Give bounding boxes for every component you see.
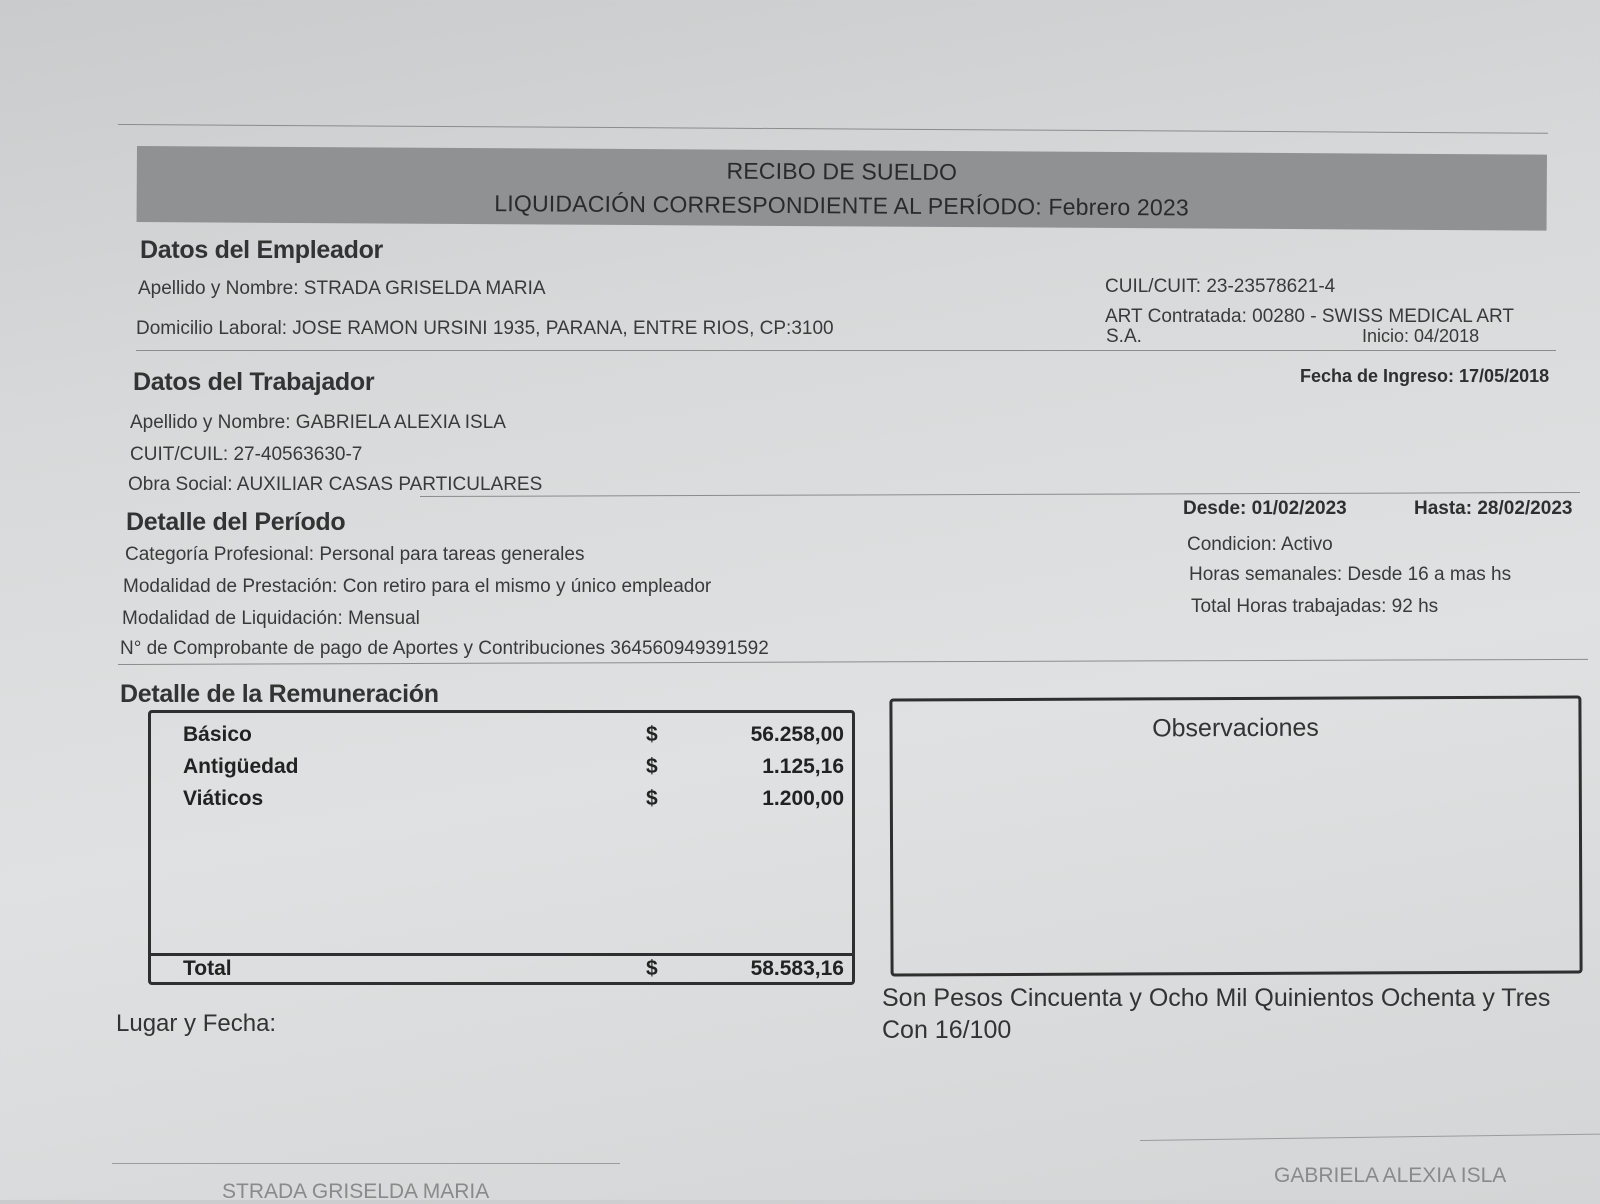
period-section-title: Detalle del Período bbox=[126, 508, 346, 536]
worker-cuit: CUIT/CUIL: 27-40563630-7 bbox=[130, 444, 363, 465]
observations-title: Observaciones bbox=[1152, 713, 1319, 743]
remuneration-item-label: Básico bbox=[183, 723, 252, 746]
receipt-title: RECIBO DE SUELDO bbox=[726, 157, 958, 186]
remuneration-table bbox=[148, 710, 855, 985]
remuneration-total-row bbox=[151, 957, 852, 989]
employer-rule bbox=[136, 350, 1556, 351]
total-amount: 58.583,16 bbox=[750, 957, 844, 980]
remuneration-row bbox=[151, 787, 852, 819]
remuneration-item-amount: 56.258,00 bbox=[750, 723, 844, 746]
employer-section-title: Datos del Empleador bbox=[140, 236, 383, 264]
remuneration-row bbox=[151, 723, 852, 755]
period-title: LIQUIDACIÓN CORRESPONDIENTE AL PERÍODO: Febrero 2023 bbox=[494, 190, 1190, 221]
period-horas-semanales: Horas semanales: Desde 16 a mas hs bbox=[1189, 564, 1512, 585]
period-total-horas: Total Horas trabajadas: 92 hs bbox=[1191, 596, 1439, 617]
employer-address: Domicilio Laboral: JOSE RAMON URSINI 1935, PARANA, ENTRE RIOS, CP:3100 bbox=[136, 318, 834, 339]
currency-symbol: $ bbox=[646, 957, 658, 980]
period-comprobante: N° de Comprobante de pago de Aportes y Contribuciones 364560949391592 bbox=[120, 638, 769, 659]
top-rule bbox=[118, 124, 1548, 134]
worker-obra-social: Obra Social: AUXILIAR CASAS PARTICULARES bbox=[128, 474, 543, 495]
remuneration-item-label: Viáticos bbox=[183, 787, 264, 810]
currency-symbol: $ bbox=[646, 755, 658, 778]
amount-in-words-line1: Son Pesos Cincuenta y Ocho Mil Quinientos Ochenta y Tres bbox=[882, 984, 1551, 1012]
employer-name: Apellido y Nombre: STRADA GRISELDA MARIA bbox=[138, 278, 546, 299]
remuneration-item-amount: 1.200,00 bbox=[762, 787, 844, 810]
employer-art-line2: S.A. bbox=[1106, 326, 1142, 347]
period-condicion: Condicion: Activo bbox=[1187, 534, 1333, 555]
employer-art-start: Inicio: 04/2018 bbox=[1362, 326, 1480, 346]
worker-signature-line bbox=[1140, 1134, 1600, 1141]
observations-box bbox=[889, 695, 1582, 976]
employer-signature-line bbox=[112, 1163, 620, 1164]
worker-name: Apellido y Nombre: GABRIELA ALEXIA ISLA bbox=[130, 412, 506, 433]
amount-in-words-line2: Con 16/100 bbox=[882, 1016, 1012, 1044]
worker-hire-date: Fecha de Ingreso: 17/05/2018 bbox=[1300, 366, 1550, 386]
remuneration-row bbox=[151, 755, 852, 787]
remuneration-item-label: Antigüedad bbox=[183, 755, 299, 778]
currency-symbol: $ bbox=[646, 787, 658, 810]
worker-signature-name: GABRIELA ALEXIA ISLA bbox=[1274, 1164, 1507, 1187]
employer-cuit: CUIL/CUIT: 23-23578621-4 bbox=[1105, 276, 1336, 297]
remuneration-item-amount: 1.125,16 bbox=[762, 755, 844, 778]
period-desde: Desde: 01/02/2023 bbox=[1183, 498, 1347, 519]
period-modalidad-prestacion: Modalidad de Prestación: Con retiro para el mismo y único empleador bbox=[123, 576, 712, 597]
worker-rule bbox=[420, 492, 1580, 497]
total-label: Total bbox=[183, 957, 232, 980]
place-date-label: Lugar y Fecha: bbox=[116, 1010, 277, 1037]
currency-symbol: $ bbox=[646, 723, 658, 746]
period-hasta: Hasta: 28/02/2023 bbox=[1414, 498, 1573, 519]
period-categoria: Categoría Profesional: Personal para tareas generales bbox=[125, 544, 585, 565]
worker-section-title: Datos del Trabajador bbox=[133, 368, 375, 396]
total-divider bbox=[151, 953, 852, 956]
period-modalidad-liquidacion: Modalidad de Liquidación: Mensual bbox=[122, 608, 420, 629]
remuneration-section-title: Detalle de la Remuneración bbox=[120, 680, 439, 708]
employer-art-line1: ART Contratada: 00280 - SWISS MEDICAL ART bbox=[1105, 306, 1515, 327]
header-band bbox=[137, 146, 1547, 231]
employer-signature-name: STRADA GRISELDA MARIA bbox=[222, 1180, 490, 1203]
